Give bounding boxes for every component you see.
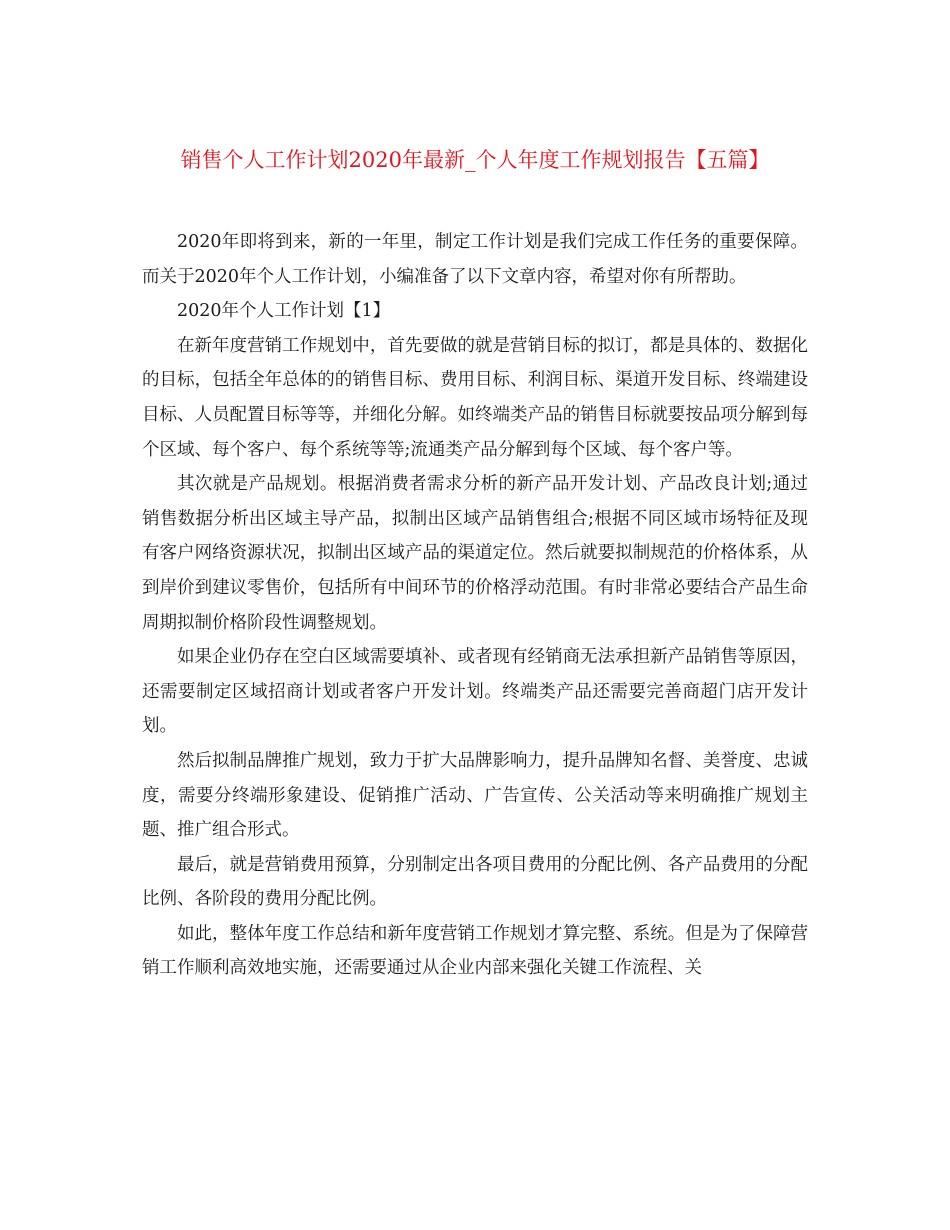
paragraph: 如果企业仍存在空白区域需要填补、或者现有经销商无法承担新产品销售等原因，还需要制定区域招商计划或者客户开发计划。终端类产品还需要完善商超门店开发计划。 <box>142 647 808 737</box>
paragraph-intro: 2020年即将到来，新的一年里，制定工作计划是我们完成工作任务的重要保障。而关于2020年个人工作计划，小编准备了以下文章内容，希望对你有所帮助。 <box>142 232 808 287</box>
document-body <box>142 225 808 986</box>
paragraph: 在新年度营销工作规划中，首先要做的就是营销目标的拟订，都是具体的、数据化的目标，包括全年总体的的销售目标、费用目标、利润目标、渠道开发目标、终端建设目标、人员配置目标等等，并细化分解。如终端类产品的销售目标就要按品项分解到每个区域、每个客户、每个系统等等;流通类产品分解到每个区域、每个客户等。 <box>142 335 808 460</box>
document-title: 销售个人工作计划2020年最新_个人年度工作规划报告【五篇】 <box>180 148 770 172</box>
paragraph: 然后拟制品牌推广规划，致力于扩大品牌影响力，提升品牌知名督、美誉度、忠诚度，需要分终端形象建设、促销推广活动、广告宣传、公关活动等来明确推广规划主题、推广组合形式。 <box>142 750 808 841</box>
paragraph: 如此，整体年度工作总结和新年度营销工作规划才算完整、系统。但是为了保障营销工作顺利高效地实施，还需要通过从企业内部来强化关键工作流程、关 <box>142 923 808 979</box>
section-heading: 2020年个人工作计划【1】 <box>177 301 391 322</box>
paragraph: 最后，就是营销费用预算，分别制定出各项目费用的分配比例、各产品费用的分配比例、各阶段的费用分配比例。 <box>142 854 808 910</box>
paragraph: 其次就是产品规划。根据消费者需求分析的新产品开发计划、产品改良计划;通过销售数据分析出区域主导产品，拟制出区域产品销售组合;根据不同区域市场特征及现有客户网络资源状况，拟制出区域产品的渠道定位。然后就要拟制规范的价格体系，从到岸价到建议零售价，包括所有中间环节的价格浮动范围。有时非常必要结合产品生命周期拟制价格阶段性调整规划。 <box>142 474 808 633</box>
